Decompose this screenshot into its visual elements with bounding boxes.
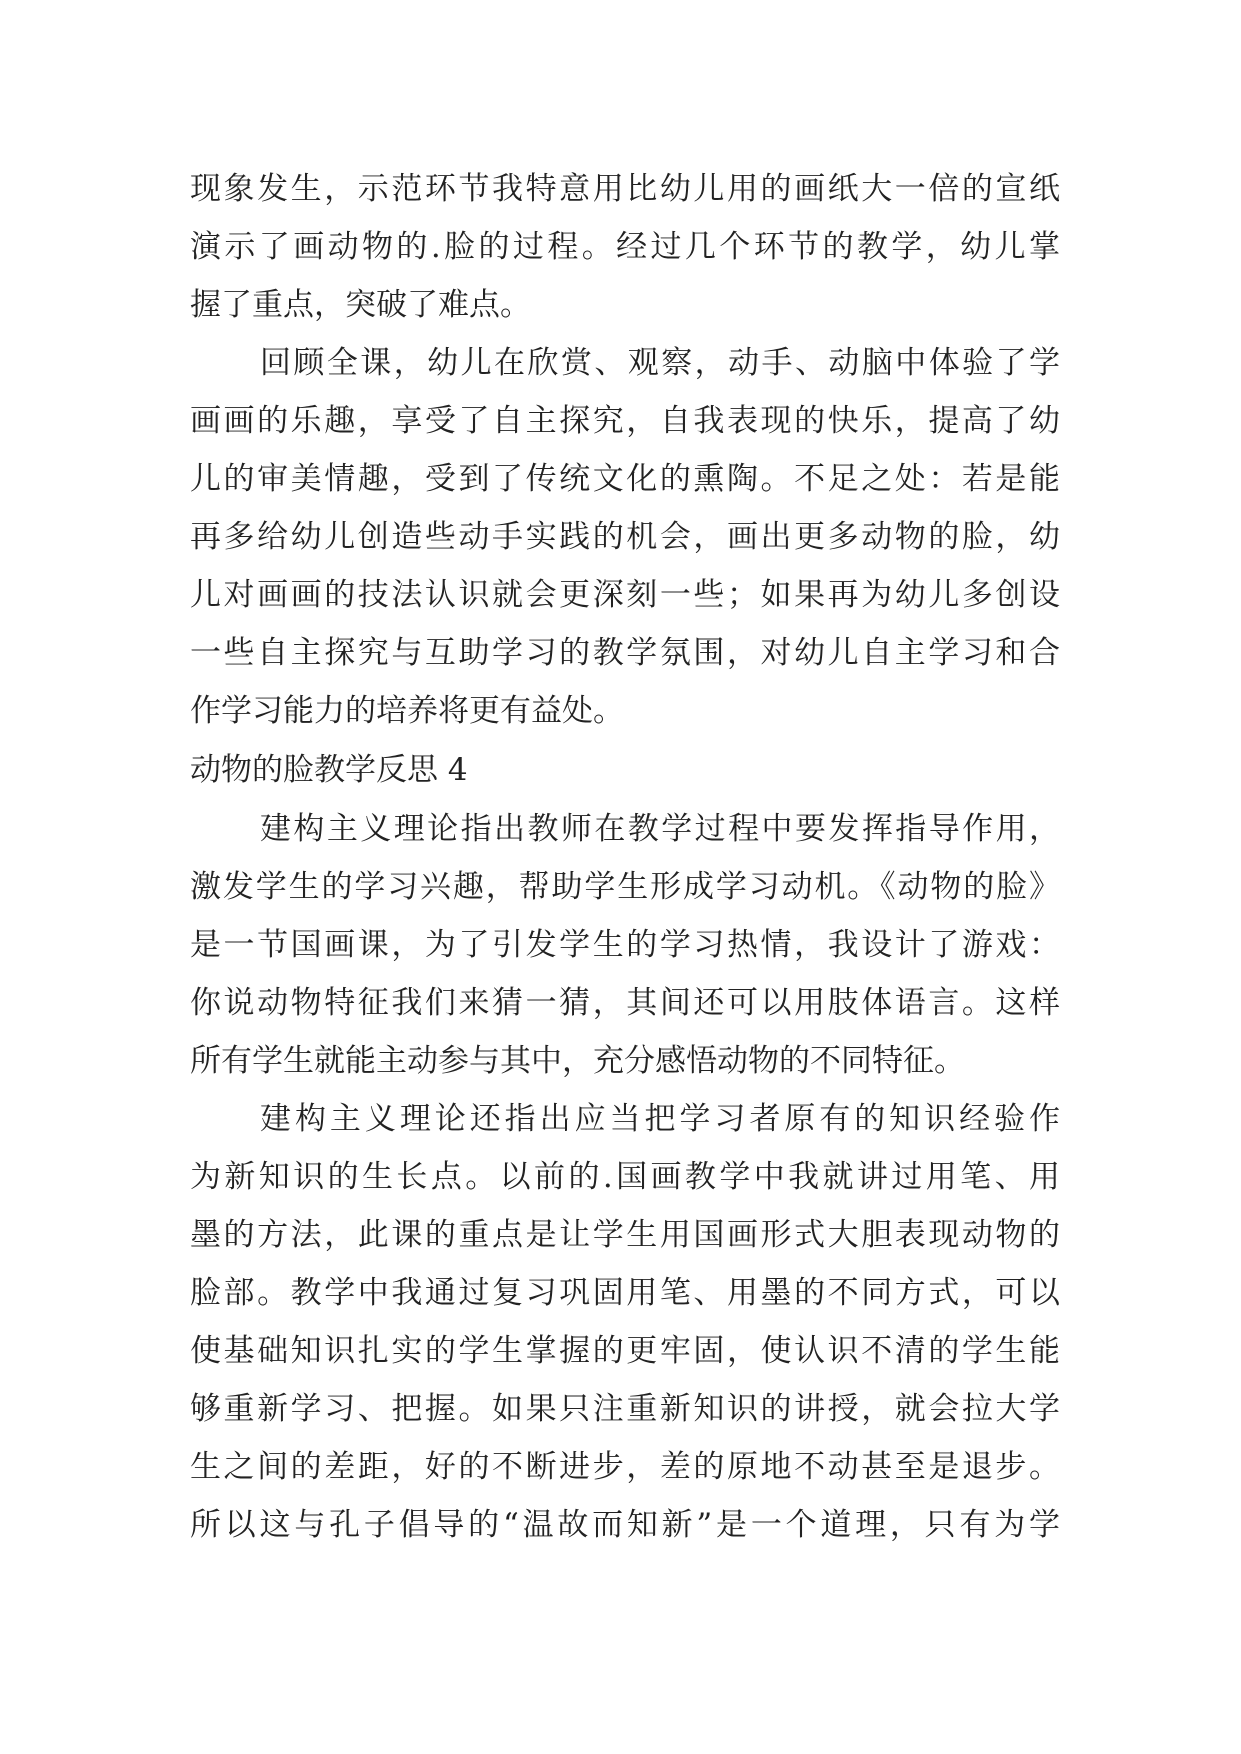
text-line: 你说动物特征我们来猜一猜，其间还可以用肢体语言。这样 [190, 985, 1060, 1021]
paragraph-2 [190, 334, 1060, 740]
text-line: 使基础知识扎实的学生掌握的更牢固，使认识不清的学生能 [190, 1333, 1060, 1369]
text-line: 现象发生，示范环节我特意用比幼儿用的画纸大一倍的宣纸 [190, 171, 1060, 207]
text-line: 生之间的差距，好的不断进步，差的原地不动甚至是退步。 [190, 1449, 1060, 1485]
text-line: 激发学生的学习兴趣，帮助学生形成学习动机。《动物的脸》 [190, 869, 1060, 905]
paragraph-4 [190, 1090, 1060, 1554]
text-line: 建构主义理论还指出应当把学习者原有的知识经验作 [260, 1101, 1060, 1137]
paragraph-3 [190, 800, 1060, 1090]
text-line: 作学习能力的培养将更有益处。 [190, 693, 624, 729]
paragraph-1 [190, 160, 1060, 334]
text-line: 够重新学习、把握。如果只注重新知识的讲授，就会拉大学 [190, 1391, 1060, 1427]
text-line: 墨的方法，此课的重点是让学生用国画形式大胆表现动物的 [190, 1217, 1060, 1253]
text-line: 儿对画画的技法认识就会更深刻一些；如果再为幼儿多创设 [190, 577, 1060, 613]
text-line: 握了重点，突破了难点。 [190, 287, 531, 323]
text-line: 再多给幼儿创造些动手实践的机会，画出更多动物的脸，幼 [190, 519, 1060, 555]
text-line: 为新知识的生长点。以前的.国画教学中我就讲过用笔、用 [190, 1159, 1060, 1195]
text-line: 一些自主探究与互助学习的教学氛围，对幼儿自主学习和合 [190, 635, 1060, 671]
text-line: 建构主义理论指出教师在教学过程中要发挥指导作用， [260, 811, 1060, 847]
text-line: 演示了画动物的.脸的过程。经过几个环节的教学，幼儿掌 [190, 229, 1060, 265]
document-body [190, 160, 1060, 1554]
text-line: 是一节国画课，为了引发学生的学习热情，我设计了游戏： [190, 927, 1060, 963]
text-line: 所以这与孔子倡导的“温故而知新”是一个道理，只有为学 [190, 1507, 1060, 1543]
text-line: 回顾全课，幼儿在欣赏、观察，动手、动脑中体验了学 [260, 345, 1060, 381]
section-heading: 动物的脸教学反思 4 [190, 752, 468, 788]
text-line: 脸部。教学中我通过复习巩固用笔、用墨的不同方式，可以 [190, 1275, 1060, 1311]
text-line: 画画的乐趣，享受了自主探究，自我表现的快乐，提高了幼 [190, 403, 1060, 439]
text-line: 所有学生就能主动参与其中，充分感悟动物的不同特征。 [190, 1043, 965, 1079]
text-line: 儿的审美情趣，受到了传统文化的熏陶。不足之处：若是能 [190, 461, 1060, 497]
